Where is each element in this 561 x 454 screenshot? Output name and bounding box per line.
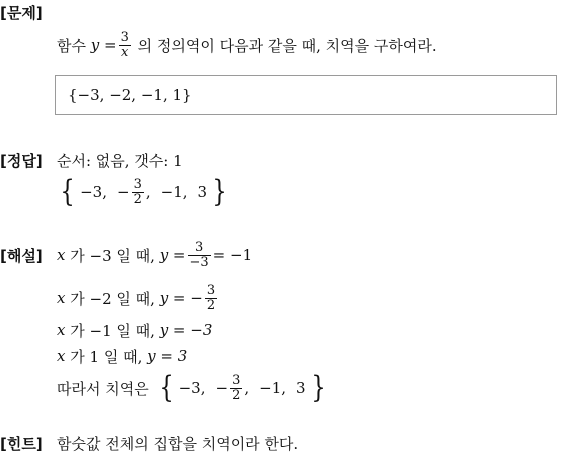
- num: 3: [206, 282, 216, 298]
- result-comma: ,: [244, 379, 250, 397]
- fraction-denominator: x: [121, 44, 129, 60]
- eq: y =: [159, 246, 186, 264]
- solution-line-1: [57, 236, 252, 274]
- answer-fraction-num: 3: [133, 176, 142, 192]
- problem-text-after: 의 정의역이 다음과 같을 때, 치역을 구하여라.: [137, 36, 437, 55]
- condition: 가 1 일 때,: [70, 347, 143, 366]
- function-lhs: y =: [90, 36, 117, 54]
- solution-line-4: [57, 345, 187, 367]
- condition: 가 −1 일 때,: [70, 321, 155, 340]
- domain-set: {−3, −2, −1, 1}: [68, 86, 192, 104]
- answer-item-1: −3,: [80, 183, 107, 201]
- answer-set: [55, 172, 232, 212]
- left-brace: {: [60, 174, 75, 209]
- result-set: [154, 370, 331, 405]
- var-x: x: [57, 289, 66, 307]
- right-brace: }: [310, 370, 326, 405]
- problem-statement: [57, 27, 437, 63]
- solution-fraction-2: [205, 284, 217, 312]
- var-x: x: [57, 321, 66, 339]
- answer-minus: −: [116, 183, 130, 201]
- solution-line-2: [57, 279, 219, 317]
- domain-set-box: [55, 75, 557, 115]
- eq: y = 3: [147, 347, 188, 365]
- answer-comma: ,: [145, 183, 151, 201]
- hint-label: [힌트]: [0, 435, 43, 453]
- eq: y = −: [159, 289, 203, 307]
- condition: 가 −3 일 때,: [70, 246, 155, 265]
- var-x: x: [57, 347, 66, 365]
- num: 3: [232, 372, 241, 388]
- answer-item-4: 3: [197, 183, 208, 201]
- result-fraction: [230, 374, 242, 402]
- conclusion-text: 따라서 치역은: [57, 379, 149, 398]
- solution-conclusion: [57, 368, 331, 408]
- den: 2: [232, 387, 241, 403]
- answer-meta: 순서: 없음, 갯수: 1: [57, 151, 183, 170]
- problem-text-before: 함수: [57, 36, 86, 55]
- answer-fraction-den: 2: [133, 191, 142, 207]
- result-item-3: −1,: [259, 379, 287, 397]
- function-fraction: [119, 31, 131, 59]
- result-minus: −: [215, 379, 229, 397]
- result-item-4: 3: [296, 379, 306, 397]
- answer-fraction: [132, 178, 144, 206]
- den: 2: [206, 297, 216, 313]
- problem-label: [문제]: [0, 4, 43, 22]
- hint-text: 함숫값 전체의 집합을 치역이라 한다.: [57, 434, 299, 453]
- solution-fraction-1: [188, 241, 211, 269]
- result: = −1: [212, 246, 253, 264]
- solution-line-3: [57, 319, 212, 341]
- var-x: x: [57, 246, 66, 264]
- condition: 가 −2 일 때,: [70, 289, 155, 308]
- answer-item-3: −1,: [160, 183, 188, 201]
- eq: y = −3: [159, 321, 213, 339]
- den: −3: [189, 254, 209, 270]
- fraction-numerator: 3: [120, 29, 129, 45]
- result-item-1: −3,: [178, 379, 206, 397]
- solution-label: [해설]: [0, 247, 43, 265]
- right-brace: }: [212, 174, 227, 209]
- num: 3: [194, 239, 204, 255]
- answer-label: [정답]: [0, 152, 43, 170]
- left-brace: {: [158, 370, 174, 405]
